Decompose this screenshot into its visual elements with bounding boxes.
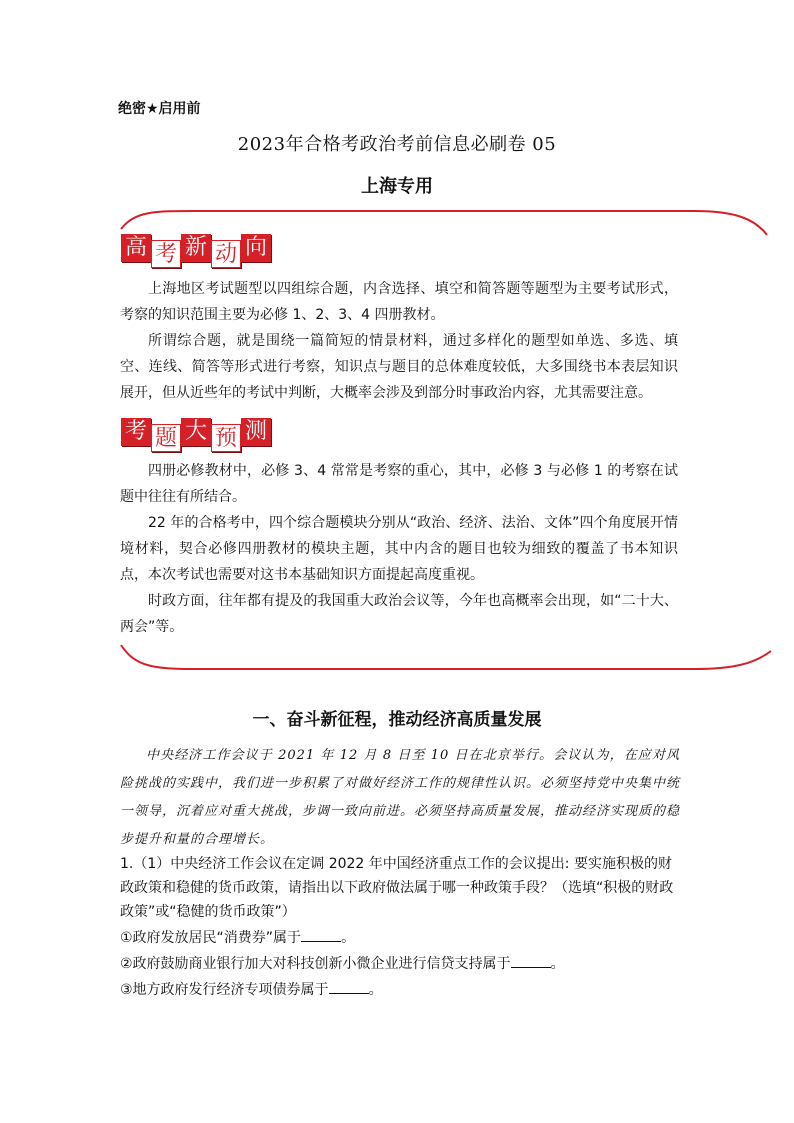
section-intro <box>120 742 680 854</box>
intro-paragraph: 中央经济工作会议于 2021 年 12 月 8 日至 10 日在北京举行。会议认为，在应对风险挑战的实践中，我们进一步积累了对做好经济工作的规律性认识。必须坚持党中央集中统一领导，沉着应对重大挑战，步调一致向前进。必须坚持高质量发展，推动经济实现质的稳步提升和量的合理增长。 <box>120 748 681 847</box>
question-item <box>120 952 680 976</box>
question-block <box>120 852 680 1002</box>
page-title: 2023年合格考政治考前信息必刷卷 05 <box>237 134 557 155</box>
tag-char: 高 <box>121 234 151 262</box>
trends-text <box>120 276 678 406</box>
item-text: ①政府发放居民“消费券”属于 <box>120 930 302 946</box>
tag-char: 考 <box>151 240 181 268</box>
tag-char: 测 <box>241 418 271 446</box>
tag-char: 大 <box>181 418 211 446</box>
item-end: 。 <box>341 930 356 946</box>
answer-blank[interactable] <box>329 979 369 994</box>
tag-exam-forecast <box>121 418 271 452</box>
paragraph: 22 年的合格考中，四个综合题模块分别从“政治、经济、法治、文体”四个角度展开情境材料，契合必修四册教材的模块主题，其中内含的题目也较为细致的覆盖了书本知识点，本次考试也需要对这书本基础知识方面提起高度重视。 <box>120 515 678 583</box>
question-item <box>120 978 680 1002</box>
tag-char: 向 <box>241 234 271 262</box>
paragraph: 四册必修教材中，必修 3、4 常常是考察的重心，其中，必修 3 与必修 1 的考察在试题中往往有所结合。 <box>120 463 678 505</box>
paragraph: 上海地区考试题型以四组综合题，内含选择、填空和简答题等题型为主要考试形式，考察的知识范围主要为必修 1、2、3、4 四册教材。 <box>120 281 678 323</box>
tag-exam-trends <box>121 234 271 268</box>
tag-char: 预 <box>211 424 241 452</box>
item-text: ③地方政府发行经济专项债券属于 <box>120 982 329 998</box>
question-item <box>120 926 680 950</box>
answer-blank[interactable] <box>301 927 341 942</box>
question-text: 1.（1）中央经济工作会议在定调 2022 年中国经济重点工作的会议提出: 要实施积极的财政政策和稳健的货币政策，请指出以下政府做法属于哪一种政策手段？（选填“积极的财政政策”或“稳健的货币政策”） <box>120 856 674 920</box>
tag-char: 题 <box>151 424 181 452</box>
item-text: ②政府鼓励商业银行加大对科技创新小微企业进行信贷支持属于 <box>120 956 511 972</box>
tag-char: 考 <box>121 418 151 446</box>
forecast-text <box>120 458 678 640</box>
page-subtitle: 上海专用 <box>361 176 433 197</box>
answer-blank[interactable] <box>511 953 551 968</box>
secret-label: 绝密★启用前 <box>118 101 201 117</box>
section-heading: 一、奋斗新征程，推动经济高质量发展 <box>252 710 542 730</box>
item-end: 。 <box>550 956 565 972</box>
paragraph: 时政方面，往年都有提及的我国重大政治会议等，今年也高概率会出现，如“二十大、两会”等。 <box>120 593 678 635</box>
item-end: 。 <box>368 982 383 998</box>
tag-char: 动 <box>211 240 241 268</box>
paragraph: 所谓综合题，就是围绕一篇简短的情景材料，通过多样化的题型如单选、多选、填空、连线、简答等形式进行考察，知识点与题目的总体难度较低，大多围绕书本表层知识展开，但从近些年的考试中判断，大概率会涉及到部分时事政治内容，尤其需要注意。 <box>120 333 678 401</box>
tag-char: 新 <box>181 234 211 262</box>
